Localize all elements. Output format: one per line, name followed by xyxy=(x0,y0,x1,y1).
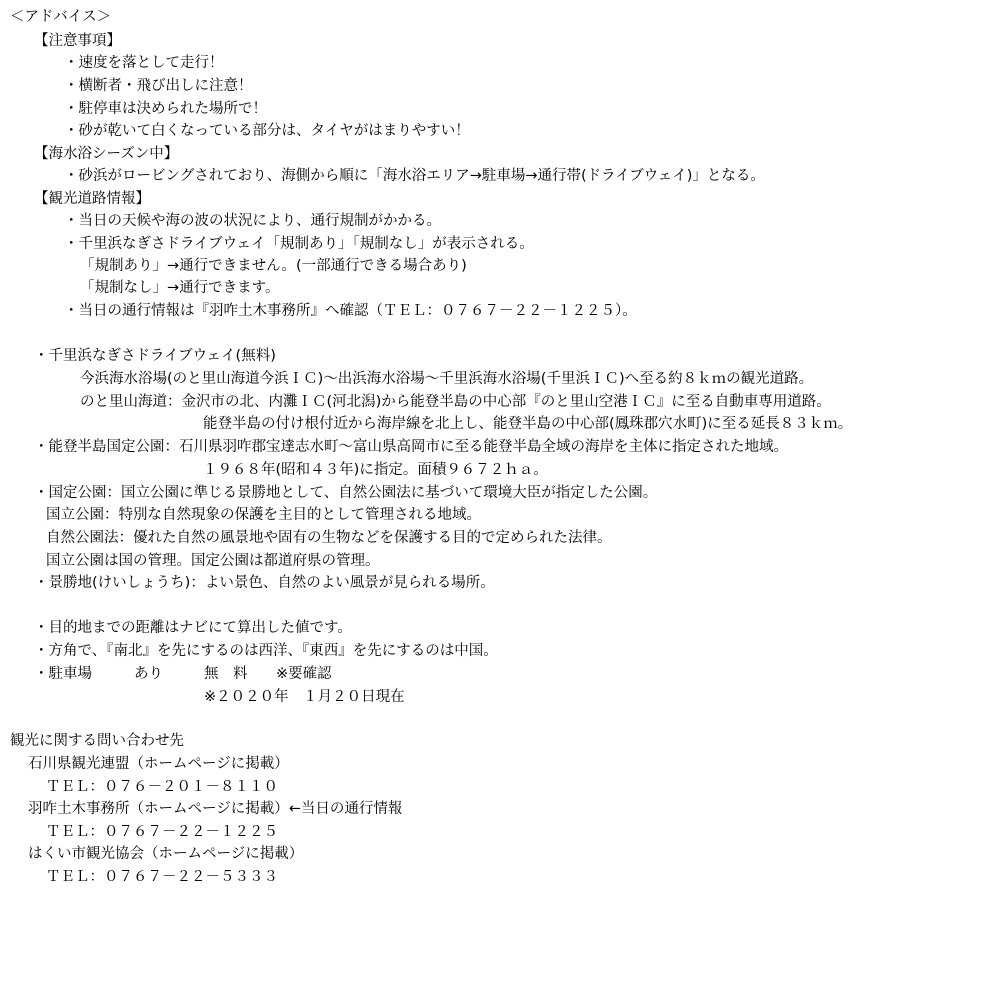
misc-line: ・目的地までの距離はナビにて算出した値です。 xyxy=(34,620,352,636)
note-line: ・景勝地(けいしょうち)：よい景色、自然のよい風景が見られる場所。 xyxy=(34,575,495,591)
contact-tel: ＴＥＬ：０７６７－２２－１２２５ xyxy=(46,824,278,840)
advice-heading: ＜アドバイス＞ xyxy=(10,9,112,25)
road-info-line: ・当日の通行情報は『羽咋土木事務所』へ確認（ＴＥＬ：０７６７－２２－１２２５）。 xyxy=(64,303,637,319)
parking-availability: あり xyxy=(134,666,163,682)
contact-name: 石川県観光連盟（ホームページに掲載） xyxy=(28,756,289,772)
misc-line: ・方角で、『南北』を先にするのは西洋、『東西』を先にするのは中国。 xyxy=(34,643,498,659)
road-info-title: 【観光道路情報】 xyxy=(34,191,150,207)
road-info-line: ・当日の天候や海の波の状況により、通行規制がかかる。 xyxy=(64,213,441,229)
contact-tel: ＴＥＬ：０７６７－２２－５３３３ xyxy=(46,869,278,885)
road-info-line: 「規制なし」→通行できます。 xyxy=(80,280,280,296)
note-line: ・国定公園：国立公園に準じる景勝地として、自然公園法に基づいて環境大臣が指定した公園。 xyxy=(34,485,658,501)
caution-item: ・駐停車は決められた場所で！ xyxy=(64,101,267,117)
contact-name: はくい市観光協会（ホームページに掲載） xyxy=(28,846,304,862)
caution-item: ・速度を落として走行！ xyxy=(64,55,224,71)
caution-item: ・砂が乾いて白くなっている部分は、タイヤがはまりやすい！ xyxy=(64,123,470,139)
contacts-title: 観光に関する問い合わせ先 xyxy=(10,733,184,749)
note-line: ・千里浜なぎさドライブウェイ(無料) xyxy=(34,348,276,364)
beach-season-title: 【海水浴シーズン中】 xyxy=(34,146,179,162)
caution-item: ・横断者・飛び出しに注意！ xyxy=(64,78,253,94)
note-line: 国立公園は国の管理。国定公園は都道府県の管理。 xyxy=(46,553,380,569)
parking-note: ※要確認 xyxy=(276,666,332,682)
parking-fee: 無 料 xyxy=(204,666,248,682)
note-line: 能登半島の付け根付近から海岸線を北上し、能登半島の中心部(鳳珠郡穴水町)に至る延長８３ｋｍ。 xyxy=(203,416,853,432)
note-line: 今浜海水浴場(のと里山海道今浜ＩＣ)～出浜海水浴場～千里浜海水浴場(千里浜ＩＣ)へ至る約８ｋｍの観光道路。 xyxy=(80,371,814,387)
note-line: 国立公園：特別な自然現象の保護を主目的として管理される地域。 xyxy=(46,507,481,523)
road-info-line: 「規制あり」→通行できません。(一部通行できる場合あり) xyxy=(80,258,467,274)
beach-season-item: ・砂浜がロービングされており、海側から順に「海水浴エリア→駐車場→通行帯(ドライブウェイ)」となる。 xyxy=(64,168,765,184)
note-line: のと里山海道：金沢市の北、内灘ＩＣ(河北潟)から能登半島の中心部『のと里山空港ＩＣ』に至る自動車専用道路。 xyxy=(80,394,831,410)
caution-title: 【注意事項】 xyxy=(34,33,121,49)
parking-label: ・駐車場 xyxy=(34,666,92,682)
parking-as-of: ※２０２０年 １月２０日現在 xyxy=(204,689,405,705)
note-line: １９６８年(昭和４３年)に指定。面積９６７２ｈａ。 xyxy=(203,462,548,478)
road-info-line: ・千里浜なぎさドライブウェイ「規制あり」「規制なし」が表示される。 xyxy=(64,236,534,252)
note-line: 自然公園法：優れた自然の風景地や固有の生物などを保護する目的で定められた法律。 xyxy=(46,530,612,546)
contact-tel: ＴＥＬ：０７６－２０１－８１１０ xyxy=(46,779,278,795)
contact-name: 羽咋土木事務所（ホームページに掲載）←当日の通行情報 xyxy=(28,801,403,817)
note-line: ・能登半島国定公園：石川県羽咋郡宝達志水町～富山県高岡市に至る能登半島全域の海岸を主体に指定された地域。 xyxy=(34,439,788,455)
